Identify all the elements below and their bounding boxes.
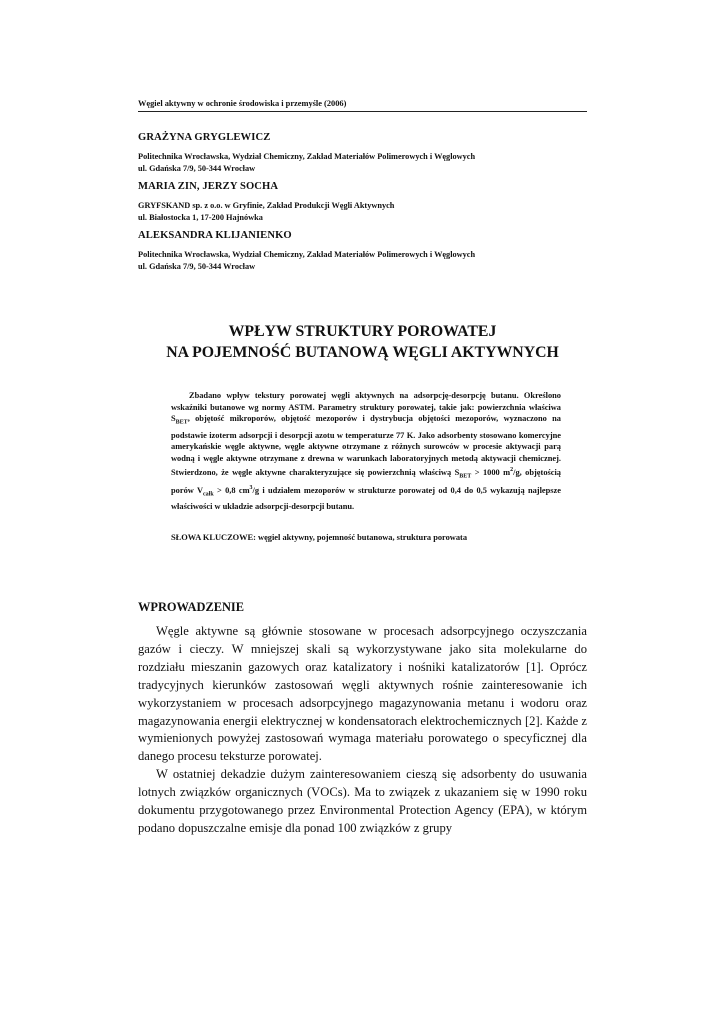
- body-text: [138, 623, 587, 838]
- abstract-text: Zbadano wpływ tekstury porowatej węgli aktywnych na adsorpcję-desorpcję butanu. Określono wskaźniki butanowe wg normy ASTM. Parametry struktury porowatej, takie jak: powierzchnia właściwa $S_{BET}$, objętość mikroporów, objętość mezoporów i dystrybucja objętości mezoporów, wyznaczono na podstawie izoterm adsorpcji i desorpcji azotu w temperaturze 77 K. Jako adsorbenty stosowano komercyjne amerykańskie węgle aktywne, węgle aktywne otrzymane z różnych surowców w procesie aktywacji parą wodną i węgle aktywne otrzymane z drewna w warunkach laboratoryjnych metodą aktywacji chemicznej. Stwierdzono, że węgle aktywne charakteryzujące się powierzchnią właściwą $S_{BET} > 1000$ $m^2/g$, objętością porów $V_{całk} > 0,8$ $cm^3/g$ i udziałem mezoporów w strukturze porowatej od 0,4 do 0,5 wykazują najlepsze właściwości w układzie adsorpcji-desorpcji butanu.: [171, 391, 561, 512]
- paper-title: [138, 322, 587, 363]
- author-affiliation-3: [138, 249, 475, 273]
- author-affiliation-1: [138, 151, 475, 175]
- affiliation-line: GRYFSKAND sp. z o.o. w Gryfinie, Zakład Produkcji Węgli Aktywnych: [138, 201, 395, 210]
- body-paragraph-1: Węgle aktywne są głównie stosowane w procesach adsorpcyjnego oczyszczania gazów i cieczy. W mniejszej skali są wykorzystywane jako sita molekularne do rozdziału mieszanin gazowych oraz katalizatory i nośniki katalizatorów [1]. Oprócz tradycyjnych kierunków zastosowań węgli aktywnych rośnie zainteresowanie ich wykorzystaniem w procesach adsorpcyjnego magazynowania metanu i wodoru oraz magazynowania energii elektrycznej w kondensatorach elektrochemicznych [2]. Każde z wymienionych powyżej zastosowań wymaga materiału porowatego o specyficznej dla danego procesu teksturze porowatej.: [138, 624, 587, 764]
- section-heading: WPROWADZENIE: [138, 600, 245, 614]
- abstract: [171, 390, 561, 513]
- affiliation-line: ul. Białostocka 1, 17-200 Hajnówka: [138, 213, 263, 222]
- author-name-2: MARIA ZIN, JERZY SOCHA: [138, 181, 279, 192]
- affiliation-line: Politechnika Wrocławska, Wydział Chemiczny, Zakład Materiałów Polimerowych i Węglowych: [138, 152, 476, 161]
- body-paragraph-2: W ostatniej dekadzie dużym zainteresowaniem cieszą się adsorbenty do usuwania lotnych związków organicznych (VOCs). Ma to związek z ukazaniem się w 1990 roku dokumentu przygotowanego przez Environmental Protection Agency (EPA), w którym podano dopuszczalne emisje dla ponad 100 związków z grupy: [138, 767, 587, 835]
- author-affiliation-2: [138, 200, 394, 224]
- title-line: NA POJEMNOŚĆ BUTANOWĄ WĘGLI AKTYWNYCH: [166, 343, 559, 361]
- keywords: SŁOWA KLUCZOWE: węgiel aktywny, pojemność butanowa, struktura porowata: [171, 533, 468, 542]
- affiliation-line: ul. Gdańska 7/9, 50-344 Wrocław: [138, 164, 256, 173]
- affiliation-line: Politechnika Wrocławska, Wydział Chemiczny, Zakład Materiałów Polimerowych i Węglowych: [138, 250, 476, 259]
- author-name-3: ALEKSANDRA KLIJANIENKO: [138, 230, 292, 241]
- author-name-1: GRAŻYNA GRYGLEWICZ: [138, 132, 271, 143]
- running-header: Węgiel aktywny w ochronie środowiska i przemyśle (2006): [138, 99, 587, 112]
- title-line: WPŁYW STRUKTURY POROWATEJ: [228, 323, 497, 340]
- affiliation-line: ul. Gdańska 7/9, 50-344 Wrocław: [138, 262, 256, 271]
